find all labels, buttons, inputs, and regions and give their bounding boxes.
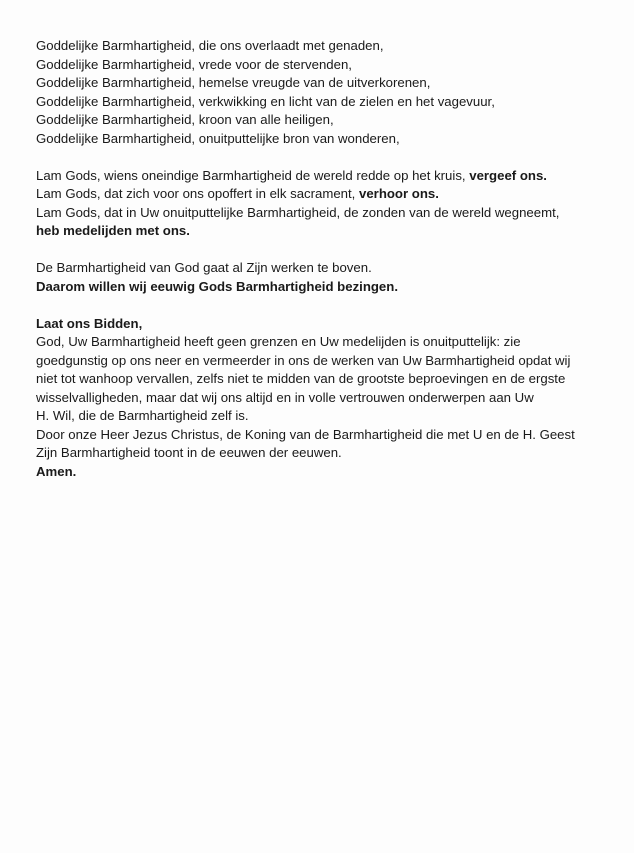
lamb-line-3-text: Lam Gods, dat in Uw onuitputtelijke Barmhartigheid, de zonden van de wereld wegneemt,	[36, 204, 560, 220]
litany-line: Goddelijke Barmhartigheid, kroon van alle heiligen,	[36, 112, 334, 127]
prayer-heading: Laat ons Bidden,	[36, 315, 143, 331]
lamb-line-2-text: Lam Gods, dat zich voor ons opoffert in elk sacrament,	[36, 186, 360, 201]
praise-section	[36, 259, 616, 296]
lamb-line-1-response: vergeef ons.	[469, 167, 547, 183]
litany-section	[36, 37, 616, 148]
prayer-line: H. Wil, die de Barmhartigheid zelf is.	[36, 408, 249, 423]
lamb-of-god-section	[36, 167, 616, 241]
paragraph-gap	[36, 148, 616, 167]
litany-line: Goddelijke Barmhartigheid, hemelse vreugde van de uitverkorenen,	[36, 75, 431, 90]
prayer-amen: Amen.	[36, 463, 77, 479]
paragraph-gap	[36, 241, 616, 260]
lamb-line-1-text: Lam Gods, wiens oneindige Barmhartigheid de wereld redde op het kruis,	[36, 167, 470, 183]
lamb-line-2	[36, 185, 616, 204]
litany-line: Goddelijke Barmhartigheid, onuitputtelijke bron van wonderen,	[36, 130, 400, 146]
lamb-line-1	[36, 167, 616, 186]
prayer-line: God, Uw Barmhartigheid heeft geen grenzen en Uw medelijden is onuitputtelijk: zie	[36, 334, 521, 349]
litany-line: Goddelijke Barmhartigheid, die ons overlaadt met genaden,	[36, 38, 384, 53]
paragraph-gap	[36, 296, 616, 315]
praise-line-2: Daarom willen wij eeuwig Gods Barmhartigheid bezingen.	[36, 278, 398, 294]
prayer-text	[36, 37, 616, 481]
closing-prayer-section	[36, 315, 616, 482]
litany-line: Goddelijke Barmhartigheid, verkwikking en licht van de zielen en het vagevuur,	[36, 93, 495, 109]
litany-line: Goddelijke Barmhartigheid, vrede voor de stervenden,	[36, 56, 352, 72]
lamb-line-3-response: heb medelijden met ons.	[36, 223, 190, 238]
prayer-line: Door onze Heer Jezus Christus, de Koning van de Barmhartigheid die met U en de H. Geest	[36, 426, 575, 442]
prayer-line: Zijn Barmhartigheid toont in de eeuwen der eeuwen.	[36, 445, 342, 460]
lamb-line-2-response: verhoor ons.	[359, 186, 439, 201]
prayer-line: wisselvalligheden, maar dat wij ons altijd en in volle vertrouwen onderwerpen aan Uw	[36, 389, 534, 405]
praise-line-1: De Barmhartigheid van God gaat al Zijn werken te boven.	[36, 260, 372, 275]
prayer-line: niet tot wanhoop vervallen, zelfs niet te midden van de grootste beproevingen en de ergste	[36, 371, 566, 386]
prayer-line: goedgunstig op ons neer en vermeerder in ons de werken van Uw Barmhartigheid opdat wij	[36, 352, 571, 368]
